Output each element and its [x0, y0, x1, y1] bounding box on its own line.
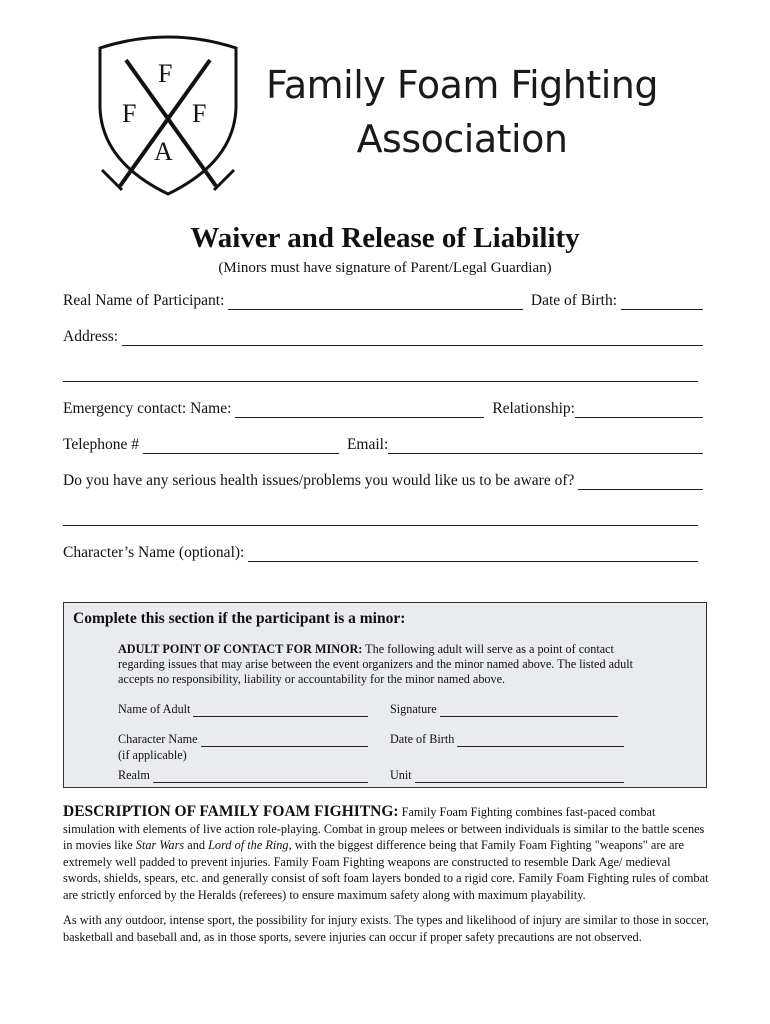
organization-name: [262, 58, 662, 166]
health-field-2[interactable]: [63, 510, 698, 526]
telephone-label: Telephone #: [63, 436, 139, 453]
lord-of-the-ring-title: Lord of the Ring: [208, 838, 289, 852]
star-wars-title: Star Wars: [135, 838, 185, 852]
emergency-name-field[interactable]: [235, 402, 484, 418]
telephone-field[interactable]: [143, 438, 339, 454]
address-label: Address:: [63, 328, 119, 345]
page-subtitle: (Minors must have signature of Parent/Legal Guardian): [218, 260, 552, 276]
emergency-name-label: Emergency contact: Name:: [63, 400, 232, 417]
minor-character-name-label: Character Name: [118, 732, 198, 746]
signature-field[interactable]: [440, 704, 618, 717]
dob-field[interactable]: [621, 294, 703, 310]
minor-section-heading: Complete this section if the participant is a minor:: [73, 610, 406, 627]
health-question-label: Do you have any serious health issues/problems you would like us to be aware of?: [63, 472, 575, 489]
description-text-1: Family Foam Fighting combines fast-paced combat simulation with elements of live action role-playing. Combat in group melees or between individuals is similar to the battle scenes in movies like: [63, 805, 705, 852]
row-name-dob: [63, 290, 703, 310]
relationship-label: Relationship:: [492, 400, 575, 417]
realm-row: [118, 767, 368, 783]
adult-contact-text: The following adult will serve as a point of contact regarding issues that may arise between the event organizers and the minor named above. The listed adult accepts no responsibility, liability or accountability for the minor named above.: [118, 642, 633, 686]
name-of-adult-row: [118, 701, 368, 717]
minor-dob-field[interactable]: [457, 734, 624, 747]
if-applicable-note: (if applicable): [118, 748, 187, 762]
logo-letter-bottom: A: [154, 137, 173, 166]
description-text-2: , with the biggest difference being that Family Foam Fighting "weapons" are are extremely well padded to prevent injuries. Family Foam Fighting weapons are constructed to resemble Dark Age/ medieval swords, shields, spears, etc. and generally consist of soft foam layers bonded to a rigid core. Family Foam Fighting rules of combat are strictly enforced by the Heralds (referees) to ensure maximum safety along with maximum playability.: [63, 838, 709, 902]
minor-dob-row: [390, 731, 624, 747]
unit-row: [390, 767, 624, 783]
ffa-shield-logo: [88, 30, 248, 200]
minor-character-name-field[interactable]: [201, 734, 368, 747]
signature-row: [390, 701, 618, 717]
minor-section: [63, 602, 707, 788]
logo-letter-top: F: [158, 59, 173, 88]
dob-label: Date of Birth:: [530, 292, 617, 309]
description-and: and: [184, 838, 209, 852]
minor-dob-label: Date of Birth: [390, 732, 455, 746]
signature-label: Signature: [390, 702, 437, 716]
character-name-label: Character’s Name (optional):: [63, 544, 245, 561]
org-name-line1: Family Foam Fighting: [265, 63, 658, 107]
character-name-minor-row: [118, 731, 368, 747]
name-of-adult-field[interactable]: [193, 704, 368, 717]
adult-contact-heading: ADULT POINT OF CONTACT FOR MINOR:: [118, 642, 363, 656]
unit-label: Unit: [390, 768, 412, 782]
realm-label: Realm: [118, 768, 150, 782]
unit-field[interactable]: [415, 770, 624, 783]
description-heading: DESCRIPTION OF FAMILY FOAM FIGHITNG:: [63, 803, 399, 820]
org-name-line2: Association: [356, 117, 568, 161]
email-field[interactable]: [388, 438, 703, 454]
description-paragraph: [63, 804, 709, 903]
logo-letter-right: F: [192, 99, 207, 128]
row-address: [63, 326, 703, 346]
row-emergency: [63, 398, 703, 418]
page-title: Waiver and Release of Liability: [190, 222, 580, 254]
row-health: [63, 470, 703, 490]
character-name-field[interactable]: [248, 546, 698, 562]
email-label: Email:: [346, 436, 389, 453]
relationship-field[interactable]: [575, 402, 703, 418]
row-health-2: [63, 506, 698, 526]
address-field-1[interactable]: [122, 330, 703, 346]
minor-section-paragraph: [118, 642, 638, 687]
real-name-label: Real Name of Participant:: [63, 292, 225, 309]
health-field-1[interactable]: [578, 474, 703, 490]
row-character: [63, 542, 698, 562]
logo-letter-left: F: [122, 99, 137, 128]
injury-risk-paragraph: As with any outdoor, intense sport, the possibility for injury exists. The types and likelihood of injury are similar to those in soccer, basketball and baseball and, as in those sports, severe injuries can occur if proper safety precautions are not observed.: [63, 913, 709, 944]
real-name-field[interactable]: [228, 294, 523, 310]
address-field-2[interactable]: [63, 366, 698, 382]
row-address-2: [63, 362, 698, 382]
realm-field[interactable]: [153, 770, 368, 783]
row-telephone-email: [63, 434, 703, 454]
name-of-adult-label: Name of Adult: [118, 702, 191, 716]
